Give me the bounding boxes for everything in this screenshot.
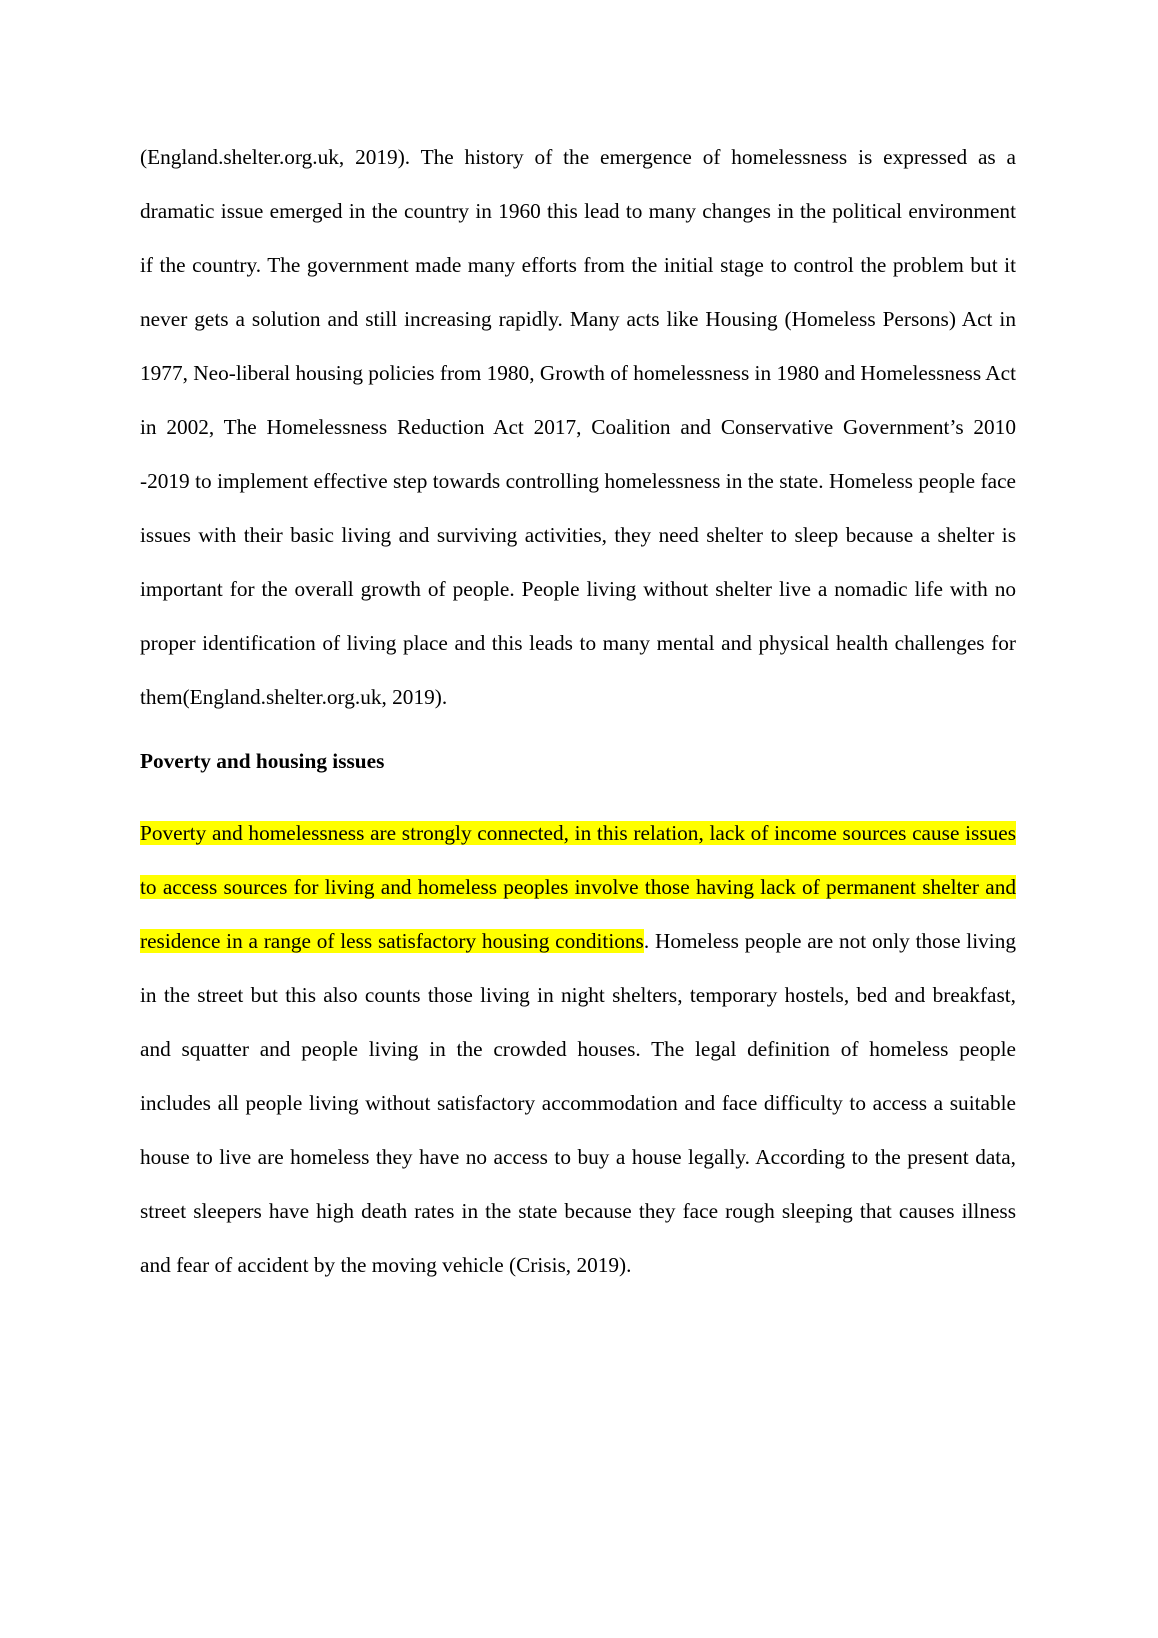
document-body — [140, 130, 1016, 1292]
section-heading: Poverty and housing issues — [140, 749, 385, 773]
paragraph-poverty-rest: . Homeless people are not only those living in the street but this also counts those living in night shelters, temporary hostels, bed and breakfast, and squatter and people living in the crowded houses. The legal definition of homeless people includes all people living without satisfactory accommodation and face difficulty to access a suitable house to live are homeless they have no access to buy a house legally. According to the present data, street sleepers have high death rates in the state because they face rough sleeping that causes illness and fear of accident by the moving vehicle (Crisis, 2019). — [140, 929, 1017, 1277]
highlighted-text: Poverty and homelessness are strongly connected, in this relation, lack of income sources cause issues to access sources for living and homeless peoples involve those having lack of permanent shelter and residence in a range of less satisfactory housing conditions — [140, 821, 1016, 953]
paragraph-history: (England.shelter.org.uk, 2019). The history of the emergence of homelessness is expressed as a dramatic issue emerged in the country in 1960 this lead to many changes in the political environment if the country. The government made many efforts from the initial stage to control the problem but it never gets a solution and still increasing rapidly. Many acts like Housing (Homeless Persons) Act in 1977, Neo-liberal housing policies from 1980, Growth of homelessness in 1980 and Homelessness Act in 2002, The Homelessness Reduction Act 2017, Coalition and Conservative Government’s 2010 -2019 to implement effective step towards controlling homelessness in the state. Homeless people face issues with their basic living and surviving activities, they need shelter to sleep because a shelter is important for the overall growth of people. People living without shelter live a nomadic life with no proper identification of living place and this leads to many mental and physical health challenges for them(England.shelter.org.uk, 2019). — [140, 145, 1017, 709]
paragraph-poverty — [140, 806, 1016, 1292]
